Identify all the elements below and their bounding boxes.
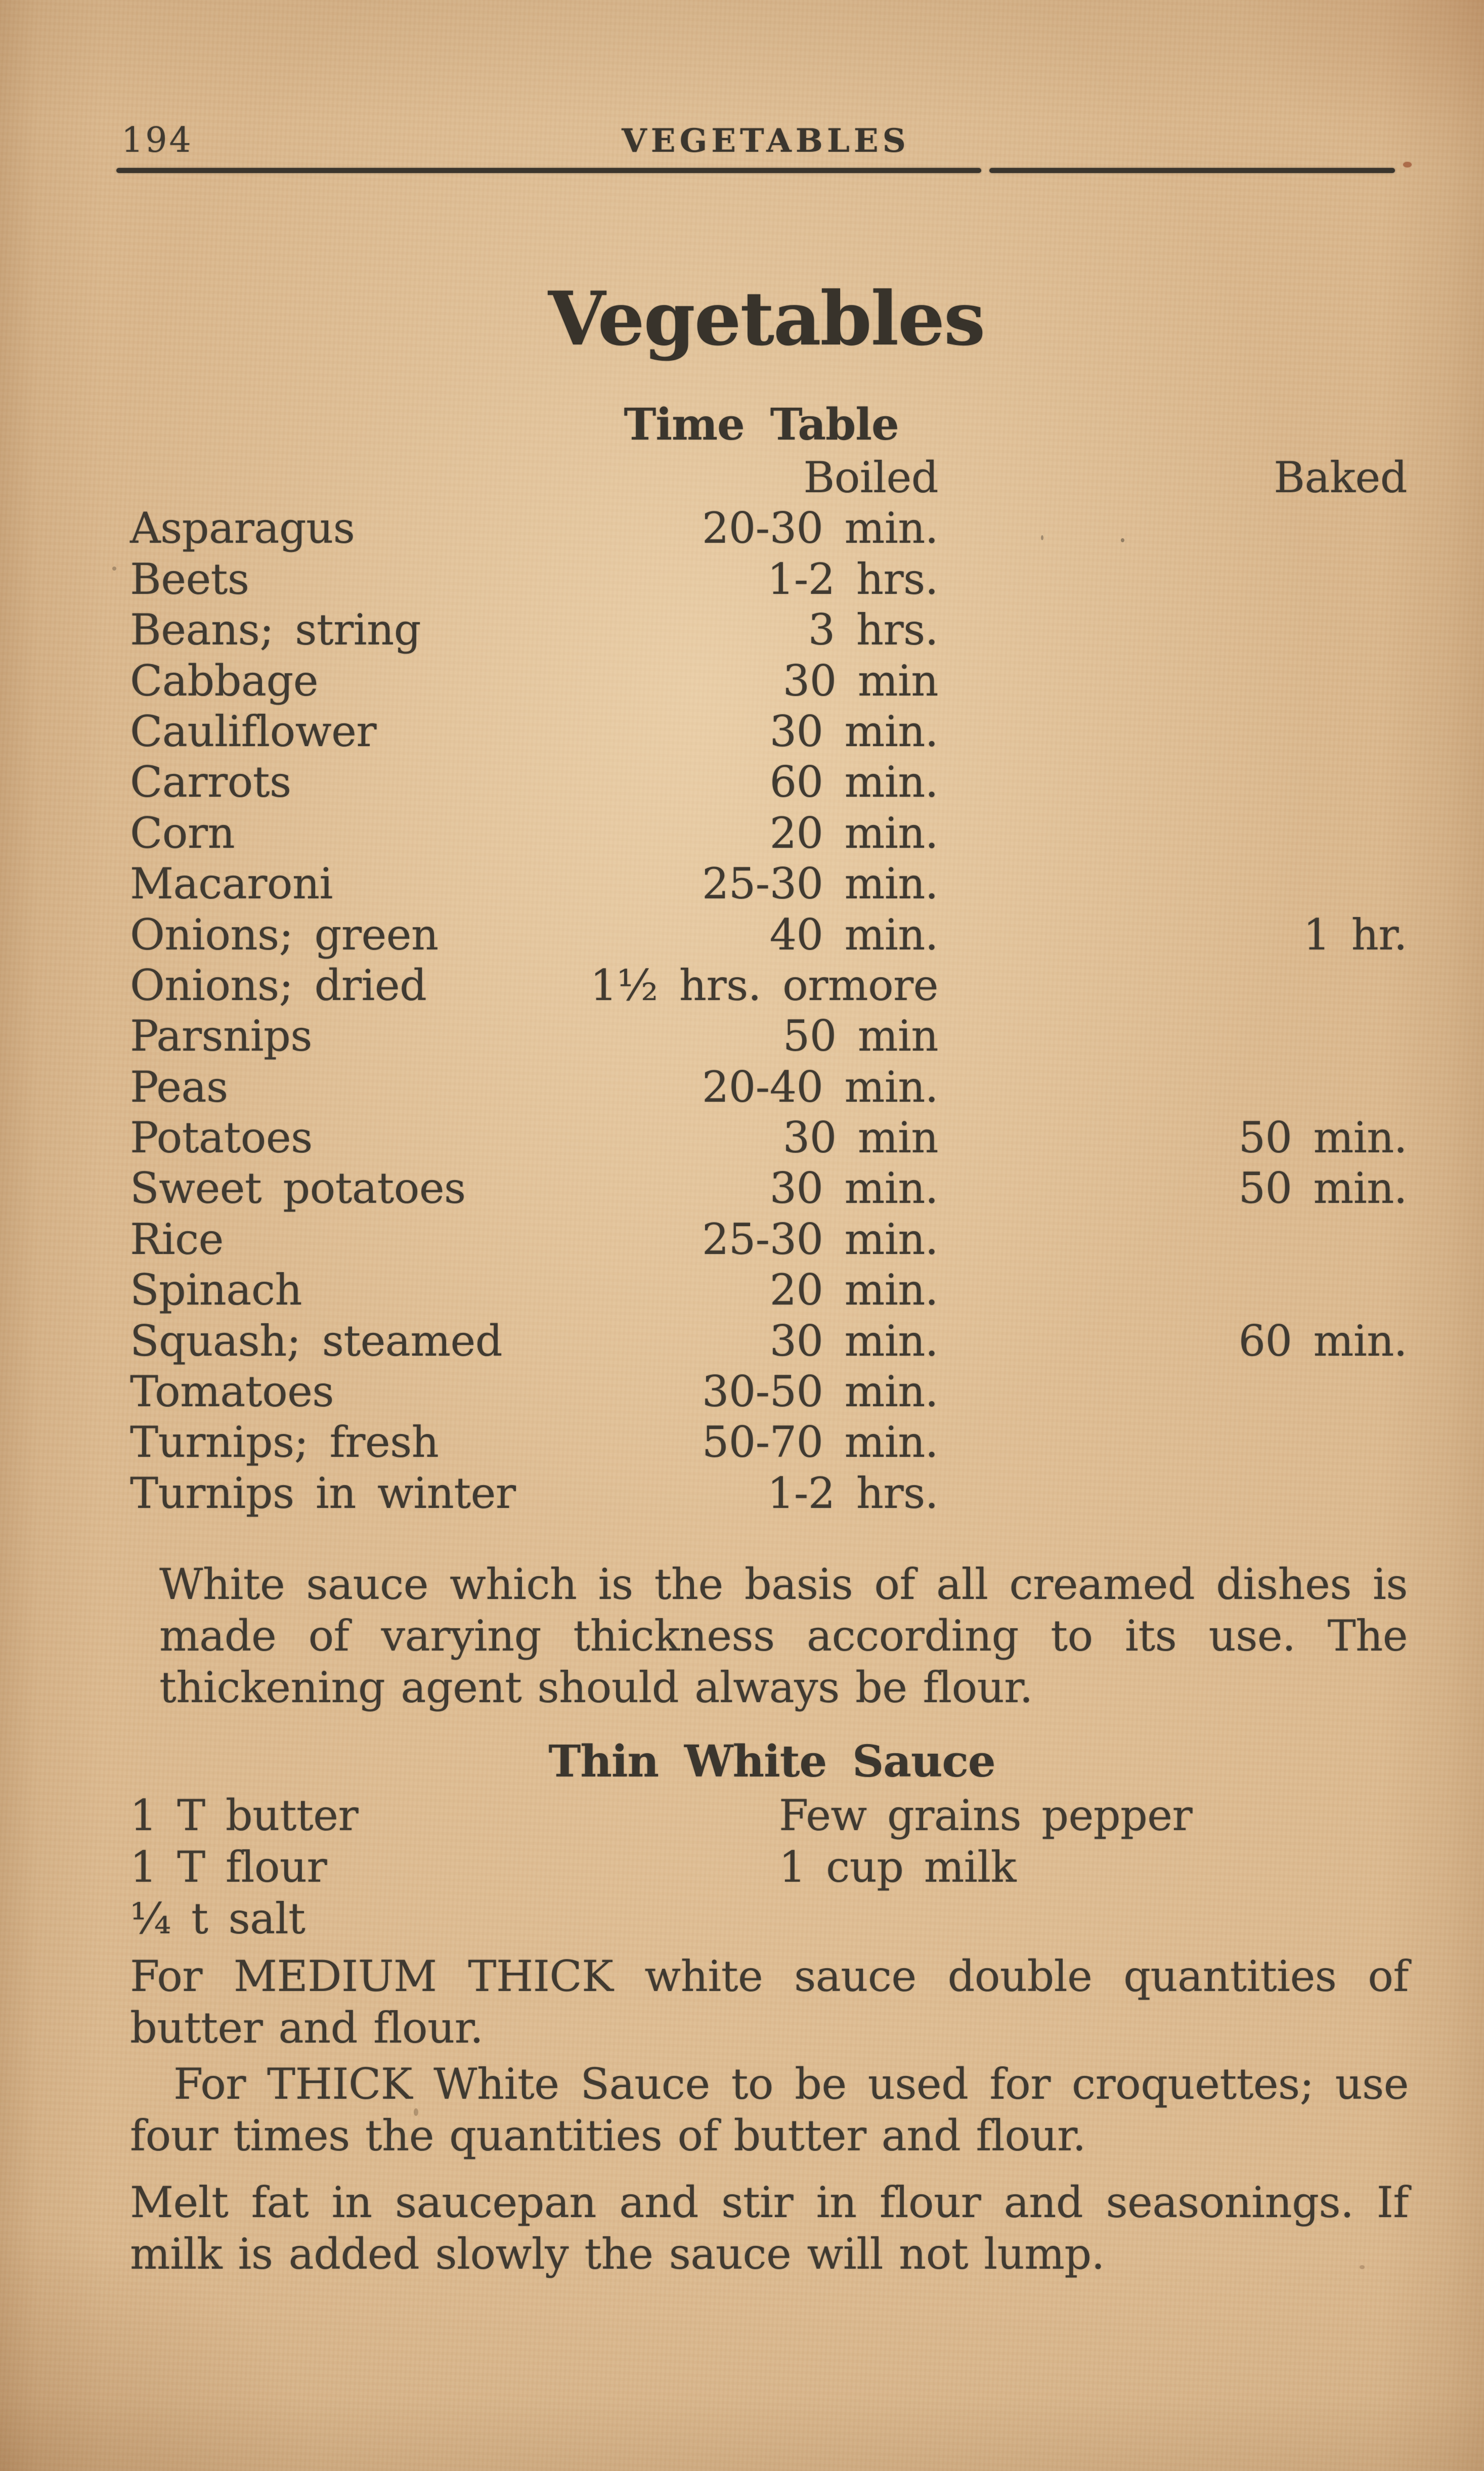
table-row-baked-time xyxy=(938,1417,1407,1467)
table-row-boiled-time: 40 min. xyxy=(769,909,938,960)
ingredient-left: 1 T flour xyxy=(130,1842,327,1892)
table-row-baked-time xyxy=(938,1468,1407,1519)
header-rule-right xyxy=(989,168,1395,173)
table-row-name: Onions; dried xyxy=(130,960,427,1010)
table-row-name: Cauliflower xyxy=(130,706,376,756)
time-table-corner-cell xyxy=(130,452,501,503)
table-row-baked-time xyxy=(938,656,1407,706)
paper-speck xyxy=(414,2108,418,2116)
table-row-baked-time xyxy=(938,1265,1407,1315)
running-head: VEGETABLES xyxy=(622,122,910,160)
table-row-boiled-time: 30 min xyxy=(782,656,938,706)
table-row-boiled-time: 25-30 min. xyxy=(702,859,938,909)
white-sauce-intro-paragraph: White sauce which is the basis of all creamed dishes is made of varying thickness according to its use. The thickening agent should always be flour. xyxy=(159,1559,1408,1712)
table-row-boiled-time: 1-2 hrs. xyxy=(767,1468,938,1518)
paper-speck xyxy=(1041,535,1043,540)
ingredient-right: 1 cup milk xyxy=(779,1842,1017,1892)
ingredient-left: ¼ t salt xyxy=(130,1894,305,1943)
table-row-boiled-time: 20-30 min. xyxy=(702,503,938,553)
ingredient-left: 1 T butter xyxy=(130,1791,359,1840)
table-row-name: Beans; string xyxy=(130,605,421,655)
table-row-name: Sweet potatoes xyxy=(130,1163,466,1213)
table-row-baked-time: 1 hr. xyxy=(1303,909,1407,960)
medium-thick-paragraph: For MEDIUM THICK white sauce double quantities of butter and flour. xyxy=(130,1952,1409,2053)
table-row-boiled-time: 1-2 hrs. xyxy=(767,554,938,604)
table-row-baked-time xyxy=(938,858,1407,909)
table-row-boiled-time: 20 min. xyxy=(769,1265,938,1315)
table-row-name: Turnips in winter xyxy=(130,1468,516,1518)
table-row-baked-time xyxy=(938,1366,1407,1417)
ingredient-right xyxy=(779,1893,1409,1944)
column-header-boiled: Boiled xyxy=(803,453,938,502)
paper-speck xyxy=(112,567,116,571)
table-row-boiled-time: 30 min. xyxy=(769,1316,938,1366)
table-row-name: Asparagus xyxy=(130,503,355,553)
paper-speck xyxy=(1121,538,1124,542)
page-title: Vegetables xyxy=(548,276,985,362)
table-row-name: Onions; green xyxy=(130,909,439,960)
table-row-boiled-time: 30 min. xyxy=(769,706,938,756)
column-header-baked: Baked xyxy=(1274,453,1407,502)
table-row-name: Rice xyxy=(130,1214,224,1264)
table-row-name: Potatoes xyxy=(130,1113,313,1163)
table-row-name: Tomatoes xyxy=(130,1367,334,1417)
table-row-name: Macaroni xyxy=(130,859,333,909)
table-row-boiled-time: 60 min. xyxy=(769,757,938,807)
table-row-baked-time xyxy=(938,706,1407,757)
table-row-boiled-time: 20 min. xyxy=(769,808,938,858)
table-row-boiled-time: 50-70 min. xyxy=(702,1417,938,1467)
thick-paragraph: For THICK White Sauce to be used for croquettes; use four times the quantities of butter and flour. xyxy=(130,2059,1409,2160)
table-row-name: Corn xyxy=(130,808,235,858)
table-row-name: Squash; steamed xyxy=(130,1316,502,1366)
table-row-baked-time: 50 min. xyxy=(1238,1163,1407,1213)
table-row-boiled-time: 1½ hrs. ormore xyxy=(590,960,938,1010)
melt-fat-paragraph: Melt fat in saucepan and stir in flour and seasonings. If milk is added slowly the sauce will not lump. xyxy=(130,2178,1409,2279)
table-row-baked-time xyxy=(938,1214,1407,1265)
table-row-name: Peas xyxy=(130,1062,228,1112)
table-row-baked-time xyxy=(938,554,1407,604)
table-row-name: Carrots xyxy=(130,757,291,807)
paper-speck xyxy=(1360,2265,1365,2269)
table-row-boiled-time: 30 min. xyxy=(769,1163,938,1213)
page-number: 194 xyxy=(121,120,193,160)
table-row-name: Beets xyxy=(130,554,249,604)
table-row-baked-time xyxy=(938,757,1407,807)
time-table-heading: Time Table xyxy=(624,399,899,450)
table-row-boiled-time: 3 hrs. xyxy=(808,605,938,655)
table-row-name: Parsnips xyxy=(130,1011,312,1061)
table-row-boiled-time: 25-30 min. xyxy=(702,1214,938,1264)
table-row-baked-time xyxy=(938,1011,1407,1061)
table-row-baked-time xyxy=(938,960,1407,1011)
table-row-baked-time: 60 min. xyxy=(1238,1316,1407,1366)
table-row-baked-time xyxy=(938,604,1407,655)
table-row-baked-time xyxy=(938,808,1407,858)
time-table xyxy=(130,452,1407,1519)
table-row-name: Spinach xyxy=(130,1265,302,1315)
table-row-name: Turnips; fresh xyxy=(130,1417,439,1467)
thin-white-sauce-ingredients xyxy=(130,1790,1409,1944)
table-row-name: Cabbage xyxy=(130,656,318,706)
table-row-baked-time xyxy=(938,503,1407,553)
header-rule-left xyxy=(116,168,981,173)
table-row-baked-time xyxy=(938,1062,1407,1112)
table-row-boiled-time: 30 min xyxy=(782,1113,938,1163)
table-row-baked-time: 50 min. xyxy=(1238,1113,1407,1163)
paper-speck xyxy=(1403,162,1412,167)
thin-white-sauce-heading: Thin White Sauce xyxy=(548,1736,995,1787)
table-row-boiled-time: 20-40 min. xyxy=(702,1062,938,1112)
table-row-boiled-time: 30-50 min. xyxy=(702,1367,938,1417)
table-row-boiled-time: 50 min xyxy=(782,1011,938,1061)
ingredient-right: Few grains pepper xyxy=(779,1791,1193,1840)
